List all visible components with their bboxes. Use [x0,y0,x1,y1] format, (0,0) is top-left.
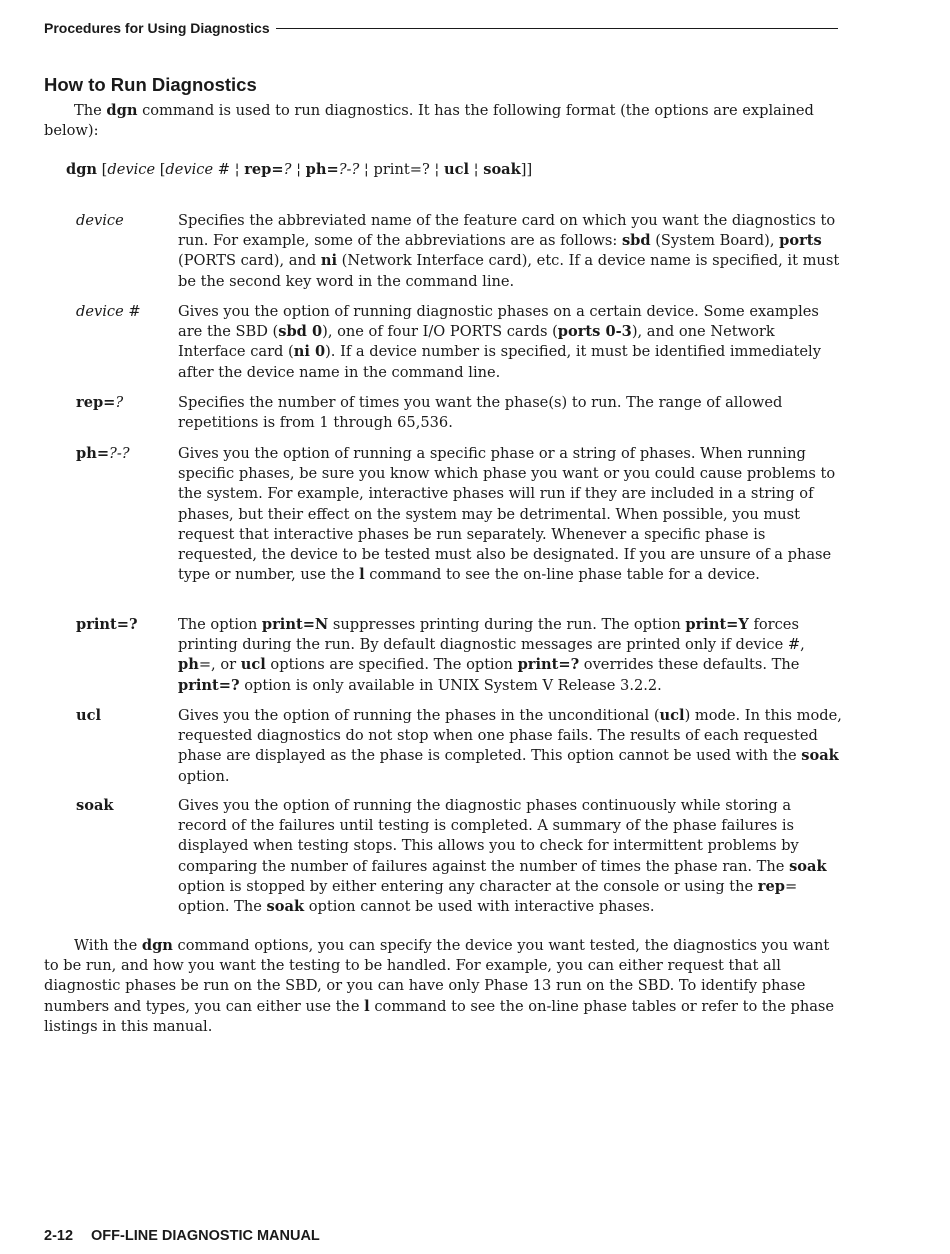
option-term: device [76,212,124,229]
option-term: rep=? [76,394,124,411]
option-description: The option print=N suppresses printing during the run. The option print=Y forces printing during the run. By default diagnostic messages are printed only if device #, ph=, or ucl options are specified. The option print=? overrides these defaults. The print=? option is only available in UNIX System V Release 3.2.2. [178,616,805,694]
section-title: How to Run Diagnostics [44,74,257,95]
option-description: Specifies the number of times you want the phase(s) to run. The range of allowed repetitions is from 1 through 65,536. [178,394,783,432]
page-number: 2-12 [44,1228,74,1244]
footer-title: OFF-LINE DIAGNOSTIC MANUAL [91,1228,320,1244]
option-description: Gives you the option of running the diagnostic phases continuously while storing a record of the failures until testing is completed. A summary of the phase failures is displayed when testing stops. This allows you to check for intermittent problems by comparing the number of failures against the number of times the phase ran. The soak option is stopped by either entering any character at the console or using the rep= option. The soak option cannot be used with interactive phases. [178,797,827,916]
header-title: Procedures for Using Diagnostics [44,20,270,36]
option-term: ucl [76,707,102,724]
option-description: Gives you the option of running the phases in the unconditional (ucl) mode. In this mode, requested diagnostics do not stop when one phase fails. The results of each requested phase are displayed as the phase is completed. This option cannot be used with the soak option. [178,707,842,785]
closing-paragraph: With the dgn command options, you can specify the device you want tested, the diagnostics you want to be run, and how you want the testing to be handled. For example, you can either request that all diagnostic phases be run on the SBD, or you can have only Phase 13 run on the SBD. To identify phase numbers and types, you can either use the l command to see the on-line phase tables or refer to the phase listings in this manual. [44,937,835,1035]
option-term: ph=?-? [76,445,130,462]
command-syntax: dgn [device [device # ¦ rep=? ¦ ph=?-? ¦ print=? ¦ ucl ¦ soak]] [66,161,533,178]
intro-paragraph: The dgn command is used to run diagnostics. It has the following format (the options are explained below): [44,102,814,140]
option-term: print=? [76,616,138,633]
option-description: Specifies the abbreviated name of the feature card on which you want the diagnostics to run. For example, some of the abbreviations are as follows: sbd (System Board), ports (PORTS card), and ni (Network Interface card), etc. If a device name is specified, it must be the second key word in the command line. [178,212,840,290]
option-term: device # [76,303,141,320]
option-description: Gives you the option of running diagnostic phases on a certain device. Some examples are the SBD (sbd 0), one of four I/O PORTS cards (ports 0-3), and one Network Interface card (ni 0). If a device number is specified, it must be identified immediately after the device name in the command line. [178,303,821,381]
running-header [44,17,838,39]
option-description: Gives you the option of running a specific phase or a string of phases. When running specific phases, be sure you know which phase you want or you could cause problems to the system. For example, interactive phases will run if they are included in a string of phases, but their effect on the system may be detrimental. When possible, you must request that interactive phases be run separately. Whenever a specific phase is requested, the device to be tested must also be designated. If you are unsure of a phase type or number, use the l command to see the on-line phase table for a device. [178,445,836,584]
running-footer [44,1228,320,1244]
header-rule [276,28,838,29]
option-term: soak [76,797,114,814]
